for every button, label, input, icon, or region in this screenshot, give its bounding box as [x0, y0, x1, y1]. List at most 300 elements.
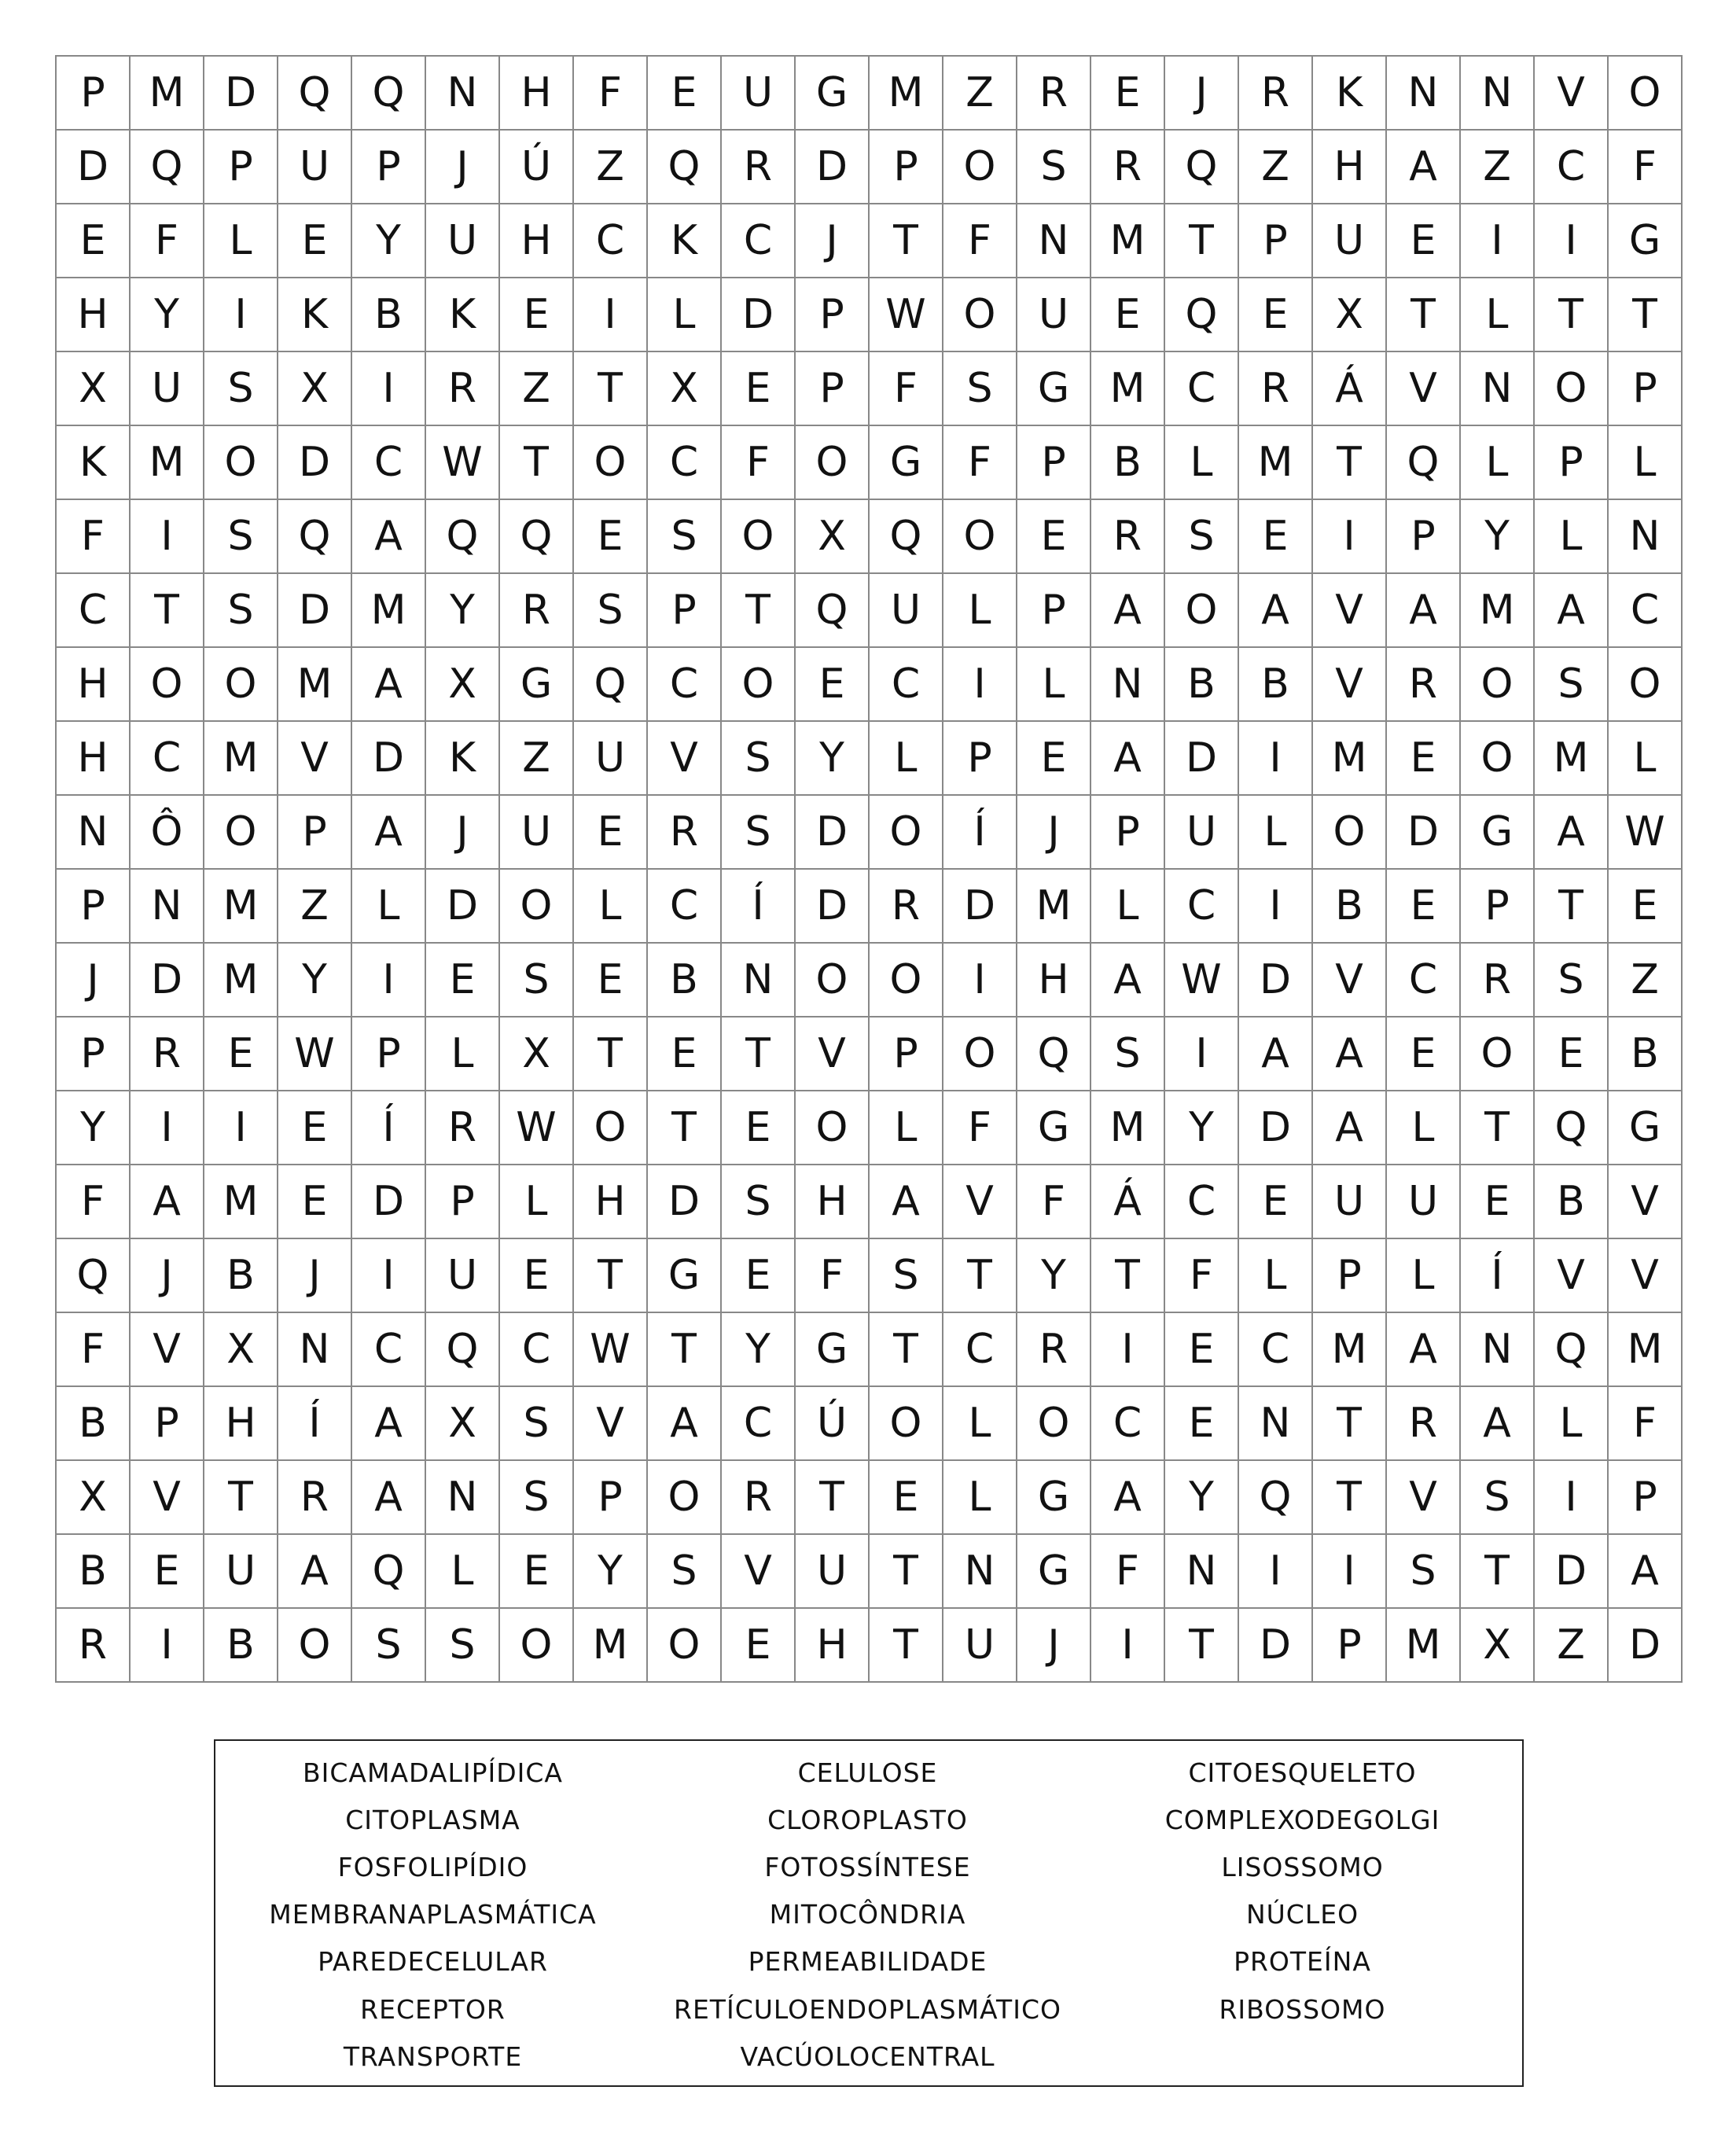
grid-cell[interactable]: C [1165, 870, 1239, 944]
grid-cell[interactable]: P [648, 574, 722, 648]
grid-cell[interactable]: R [57, 1609, 131, 1683]
grid-cell[interactable]: H [57, 648, 131, 722]
grid-cell[interactable]: B [57, 1387, 131, 1461]
grid-cell[interactable]: F [1165, 1239, 1239, 1313]
grid-cell[interactable]: W [574, 1313, 648, 1387]
grid-cell[interactable]: E [870, 1461, 943, 1535]
grid-cell[interactable]: L [574, 870, 648, 944]
grid-cell[interactable]: Q [1017, 1017, 1091, 1091]
grid-cell[interactable]: C [722, 1387, 796, 1461]
grid-cell[interactable]: A [352, 648, 426, 722]
grid-cell[interactable]: T [870, 204, 943, 278]
grid-cell[interactable]: L [426, 1535, 500, 1609]
grid-cell[interactable]: C [1387, 944, 1461, 1017]
grid-cell[interactable]: D [1239, 1091, 1313, 1165]
grid-cell[interactable]: B [648, 944, 722, 1017]
grid-cell[interactable]: I [1165, 1017, 1239, 1091]
grid-cell[interactable]: Q [648, 131, 722, 204]
grid-cell[interactable]: L [1239, 796, 1313, 870]
grid-cell[interactable]: S [204, 574, 278, 648]
grid-cell[interactable]: C [1535, 131, 1609, 204]
grid-cell[interactable]: D [131, 944, 204, 1017]
grid-cell[interactable]: I [1313, 500, 1387, 574]
grid-cell[interactable]: C [648, 870, 722, 944]
grid-cell[interactable]: E [574, 944, 648, 1017]
grid-cell[interactable]: R [722, 131, 796, 204]
grid-cell[interactable]: J [57, 944, 131, 1017]
grid-cell[interactable]: T [1609, 278, 1683, 352]
grid-cell[interactable]: R [278, 1461, 352, 1535]
grid-cell[interactable]: C [1091, 1387, 1165, 1461]
grid-cell[interactable]: D [1239, 944, 1313, 1017]
grid-cell[interactable]: P [1091, 796, 1165, 870]
grid-cell[interactable]: C [870, 648, 943, 722]
grid-cell[interactable]: A [1239, 1017, 1313, 1091]
grid-cell[interactable]: V [1387, 1461, 1461, 1535]
grid-cell[interactable]: T [1535, 278, 1609, 352]
grid-cell[interactable]: N [426, 1461, 500, 1535]
grid-cell[interactable]: H [1017, 944, 1091, 1017]
grid-cell[interactable]: I [1313, 1535, 1387, 1609]
grid-cell[interactable]: Y [278, 944, 352, 1017]
grid-cell[interactable]: Í [722, 870, 796, 944]
grid-cell[interactable]: Á [1091, 1165, 1165, 1239]
grid-cell[interactable]: Q [1535, 1313, 1609, 1387]
grid-cell[interactable]: T [1461, 1535, 1535, 1609]
grid-cell[interactable]: P [796, 352, 870, 426]
grid-cell[interactable]: M [131, 426, 204, 500]
grid-cell[interactable]: G [1461, 796, 1535, 870]
grid-cell[interactable]: N [1387, 57, 1461, 131]
grid-cell[interactable]: L [943, 574, 1017, 648]
grid-cell[interactable]: Y [352, 204, 426, 278]
grid-cell[interactable]: O [204, 796, 278, 870]
grid-cell[interactable]: N [1017, 204, 1091, 278]
grid-cell[interactable]: H [1313, 131, 1387, 204]
grid-cell[interactable]: Q [1165, 278, 1239, 352]
grid-cell[interactable]: S [1535, 648, 1609, 722]
grid-cell[interactable]: W [870, 278, 943, 352]
grid-cell[interactable]: P [574, 1461, 648, 1535]
grid-cell[interactable]: Q [1535, 1091, 1609, 1165]
grid-cell[interactable]: S [648, 500, 722, 574]
grid-cell[interactable]: L [204, 204, 278, 278]
grid-cell[interactable]: Q [574, 648, 648, 722]
grid-cell[interactable]: C [648, 648, 722, 722]
grid-cell[interactable]: E [1387, 722, 1461, 796]
grid-cell[interactable]: P [57, 870, 131, 944]
grid-cell[interactable]: O [1461, 1017, 1535, 1091]
grid-cell[interactable]: Í [352, 1091, 426, 1165]
grid-cell[interactable]: A [1387, 1313, 1461, 1387]
grid-cell[interactable]: P [131, 1387, 204, 1461]
grid-cell[interactable]: P [1313, 1239, 1387, 1313]
grid-cell[interactable]: O [1165, 574, 1239, 648]
grid-cell[interactable]: J [131, 1239, 204, 1313]
grid-cell[interactable]: I [1461, 204, 1535, 278]
grid-cell[interactable]: Í [943, 796, 1017, 870]
grid-cell[interactable]: V [796, 1017, 870, 1091]
grid-cell[interactable]: R [1017, 57, 1091, 131]
grid-cell[interactable]: D [352, 1165, 426, 1239]
grid-cell[interactable]: A [1091, 1461, 1165, 1535]
grid-cell[interactable]: F [131, 204, 204, 278]
grid-cell[interactable]: G [1017, 1091, 1091, 1165]
grid-cell[interactable]: I [204, 278, 278, 352]
grid-cell[interactable]: J [426, 131, 500, 204]
grid-cell[interactable]: Q [278, 500, 352, 574]
grid-cell[interactable]: J [1017, 1609, 1091, 1683]
grid-cell[interactable]: R [1239, 57, 1313, 131]
grid-cell[interactable]: N [131, 870, 204, 944]
grid-cell[interactable]: C [1165, 352, 1239, 426]
grid-cell[interactable]: O [1535, 352, 1609, 426]
grid-cell[interactable]: F [57, 1165, 131, 1239]
grid-cell[interactable]: I [1535, 204, 1609, 278]
grid-cell[interactable]: I [574, 278, 648, 352]
grid-cell[interactable]: C [943, 1313, 1017, 1387]
grid-cell[interactable]: Y [1017, 1239, 1091, 1313]
grid-cell[interactable]: G [500, 648, 574, 722]
grid-cell[interactable]: Q [57, 1239, 131, 1313]
grid-cell[interactable]: N [1239, 1387, 1313, 1461]
grid-cell[interactable]: Q [131, 131, 204, 204]
grid-cell[interactable]: R [426, 1091, 500, 1165]
grid-cell[interactable]: A [1461, 1387, 1535, 1461]
grid-cell[interactable]: F [870, 352, 943, 426]
grid-cell[interactable]: O [1017, 1387, 1091, 1461]
grid-cell[interactable]: O [870, 944, 943, 1017]
grid-cell[interactable]: I [204, 1091, 278, 1165]
grid-cell[interactable]: C [352, 1313, 426, 1387]
grid-cell[interactable]: E [648, 57, 722, 131]
grid-cell[interactable]: P [1387, 500, 1461, 574]
grid-cell[interactable]: T [870, 1609, 943, 1683]
grid-cell[interactable]: F [943, 426, 1017, 500]
grid-cell[interactable]: T [574, 352, 648, 426]
grid-cell[interactable]: I [1091, 1609, 1165, 1683]
grid-cell[interactable]: L [1609, 426, 1683, 500]
grid-cell[interactable]: E [722, 1091, 796, 1165]
grid-cell[interactable]: O [204, 426, 278, 500]
grid-cell[interactable]: D [1165, 722, 1239, 796]
grid-cell[interactable]: P [1017, 426, 1091, 500]
grid-cell[interactable]: N [722, 944, 796, 1017]
grid-cell[interactable]: C [648, 426, 722, 500]
grid-cell[interactable]: K [426, 278, 500, 352]
grid-cell[interactable]: U [500, 796, 574, 870]
grid-cell[interactable]: G [1017, 1535, 1091, 1609]
grid-cell[interactable]: A [1091, 574, 1165, 648]
grid-cell[interactable]: C [57, 574, 131, 648]
grid-cell[interactable]: U [1387, 1165, 1461, 1239]
grid-cell[interactable]: F [1609, 131, 1683, 204]
grid-cell[interactable]: P [796, 278, 870, 352]
grid-cell[interactable]: T [1165, 204, 1239, 278]
grid-cell[interactable]: I [1239, 722, 1313, 796]
grid-cell[interactable]: A [1535, 574, 1609, 648]
grid-cell[interactable]: F [796, 1239, 870, 1313]
grid-cell[interactable]: S [1387, 1535, 1461, 1609]
grid-cell[interactable]: E [1091, 278, 1165, 352]
grid-cell[interactable]: O [943, 500, 1017, 574]
grid-cell[interactable]: U [426, 204, 500, 278]
grid-cell[interactable]: T [648, 1091, 722, 1165]
grid-cell[interactable]: A [1387, 131, 1461, 204]
grid-cell[interactable]: U [943, 1609, 1017, 1683]
grid-cell[interactable]: M [574, 1609, 648, 1683]
grid-cell[interactable]: Y [574, 1535, 648, 1609]
grid-cell[interactable]: I [1239, 870, 1313, 944]
grid-cell[interactable]: O [574, 426, 648, 500]
grid-cell[interactable]: P [1017, 574, 1091, 648]
grid-cell[interactable]: U [796, 1535, 870, 1609]
grid-cell[interactable]: L [1535, 1387, 1609, 1461]
grid-cell[interactable]: L [870, 1091, 943, 1165]
grid-cell[interactable]: V [943, 1165, 1017, 1239]
grid-cell[interactable]: Z [1535, 1609, 1609, 1683]
grid-cell[interactable]: Q [500, 500, 574, 574]
grid-cell[interactable]: B [1609, 1017, 1683, 1091]
grid-cell[interactable]: O [796, 944, 870, 1017]
grid-cell[interactable]: E [1017, 722, 1091, 796]
grid-cell[interactable]: X [1313, 278, 1387, 352]
grid-cell[interactable]: K [1313, 57, 1387, 131]
grid-cell[interactable]: S [648, 1535, 722, 1609]
grid-cell[interactable]: J [278, 1239, 352, 1313]
grid-cell[interactable]: S [943, 352, 1017, 426]
grid-cell[interactable]: P [1461, 870, 1535, 944]
grid-cell[interactable]: X [426, 1387, 500, 1461]
grid-cell[interactable]: Y [57, 1091, 131, 1165]
grid-cell[interactable]: V [1609, 1239, 1683, 1313]
grid-cell[interactable]: Q [278, 57, 352, 131]
grid-cell[interactable]: X [57, 352, 131, 426]
grid-cell[interactable]: I [1091, 1313, 1165, 1387]
grid-cell[interactable]: N [57, 796, 131, 870]
grid-cell[interactable]: I [131, 1609, 204, 1683]
grid-cell[interactable]: P [57, 57, 131, 131]
grid-cell[interactable]: U [204, 1535, 278, 1609]
grid-cell[interactable]: U [1313, 1165, 1387, 1239]
grid-cell[interactable]: C [500, 1313, 574, 1387]
grid-cell[interactable]: D [426, 870, 500, 944]
grid-cell[interactable]: A [1313, 1017, 1387, 1091]
grid-cell[interactable]: J [1165, 57, 1239, 131]
grid-cell[interactable]: L [1387, 1239, 1461, 1313]
grid-cell[interactable]: R [1091, 500, 1165, 574]
grid-cell[interactable]: O [796, 1091, 870, 1165]
grid-cell[interactable]: H [204, 1387, 278, 1461]
grid-cell[interactable]: N [1091, 648, 1165, 722]
grid-cell[interactable]: Q [352, 57, 426, 131]
grid-cell[interactable]: X [500, 1017, 574, 1091]
grid-cell[interactable]: P [870, 131, 943, 204]
grid-cell[interactable]: X [204, 1313, 278, 1387]
grid-cell[interactable]: B [204, 1609, 278, 1683]
grid-cell[interactable]: T [204, 1461, 278, 1535]
grid-cell[interactable]: S [500, 1387, 574, 1461]
grid-cell[interactable]: B [1165, 648, 1239, 722]
grid-cell[interactable]: D [57, 131, 131, 204]
grid-cell[interactable]: T [648, 1313, 722, 1387]
grid-cell[interactable]: R [500, 574, 574, 648]
grid-cell[interactable]: F [722, 426, 796, 500]
grid-cell[interactable]: O [722, 648, 796, 722]
grid-cell[interactable]: O [796, 426, 870, 500]
grid-cell[interactable]: Ô [131, 796, 204, 870]
grid-cell[interactable]: R [1387, 1387, 1461, 1461]
grid-cell[interactable]: F [943, 1091, 1017, 1165]
grid-cell[interactable]: D [204, 57, 278, 131]
grid-cell[interactable]: L [1239, 1239, 1313, 1313]
grid-cell[interactable]: P [870, 1017, 943, 1091]
grid-cell[interactable]: F [574, 57, 648, 131]
grid-cell[interactable]: A [1535, 796, 1609, 870]
grid-cell[interactable]: E [204, 1017, 278, 1091]
grid-cell[interactable]: S [1017, 131, 1091, 204]
grid-cell[interactable]: A [131, 1165, 204, 1239]
grid-cell[interactable]: A [1239, 574, 1313, 648]
grid-cell[interactable]: B [1313, 870, 1387, 944]
grid-cell[interactable]: Q [1239, 1461, 1313, 1535]
grid-cell[interactable]: R [1461, 944, 1535, 1017]
grid-cell[interactable]: F [1091, 1535, 1165, 1609]
grid-cell[interactable]: Q [796, 574, 870, 648]
grid-cell[interactable]: U [1165, 796, 1239, 870]
grid-cell[interactable]: V [1313, 944, 1387, 1017]
grid-cell[interactable]: R [1017, 1313, 1091, 1387]
grid-cell[interactable]: B [1091, 426, 1165, 500]
grid-cell[interactable]: Q [870, 500, 943, 574]
grid-cell[interactable]: B [1535, 1165, 1609, 1239]
grid-cell[interactable]: M [204, 1165, 278, 1239]
grid-cell[interactable]: I [1239, 1535, 1313, 1609]
grid-cell[interactable]: Z [1609, 944, 1683, 1017]
grid-cell[interactable]: R [722, 1461, 796, 1535]
grid-cell[interactable]: D [722, 278, 796, 352]
grid-cell[interactable]: W [500, 1091, 574, 1165]
grid-cell[interactable]: O [1313, 796, 1387, 870]
grid-cell[interactable]: D [796, 131, 870, 204]
grid-cell[interactable]: D [648, 1165, 722, 1239]
grid-cell[interactable]: F [1017, 1165, 1091, 1239]
grid-cell[interactable]: E [1165, 1313, 1239, 1387]
grid-cell[interactable]: O [131, 648, 204, 722]
grid-cell[interactable]: M [1239, 426, 1313, 500]
grid-cell[interactable]: K [57, 426, 131, 500]
grid-cell[interactable]: T [1313, 1387, 1387, 1461]
grid-cell[interactable]: V [278, 722, 352, 796]
grid-cell[interactable]: G [1017, 1461, 1091, 1535]
grid-cell[interactable]: D [1535, 1535, 1609, 1609]
grid-cell[interactable]: M [1091, 204, 1165, 278]
grid-cell[interactable]: S [870, 1239, 943, 1313]
grid-cell[interactable]: X [796, 500, 870, 574]
grid-cell[interactable]: P [57, 1017, 131, 1091]
grid-cell[interactable]: J [1017, 796, 1091, 870]
grid-cell[interactable]: G [870, 426, 943, 500]
grid-cell[interactable]: I [943, 944, 1017, 1017]
grid-cell[interactable]: A [648, 1387, 722, 1461]
grid-cell[interactable]: F [1609, 1387, 1683, 1461]
grid-cell[interactable]: P [1239, 204, 1313, 278]
grid-cell[interactable]: H [57, 722, 131, 796]
grid-cell[interactable]: L [1461, 426, 1535, 500]
grid-cell[interactable]: Q [1387, 426, 1461, 500]
grid-cell[interactable]: I [352, 1239, 426, 1313]
grid-cell[interactable]: M [1091, 1091, 1165, 1165]
grid-cell[interactable]: Á [1313, 352, 1387, 426]
grid-cell[interactable]: T [1165, 1609, 1239, 1683]
grid-cell[interactable]: E [722, 1609, 796, 1683]
grid-cell[interactable]: R [648, 796, 722, 870]
grid-cell[interactable]: M [352, 574, 426, 648]
grid-cell[interactable]: Ú [796, 1387, 870, 1461]
grid-cell[interactable]: O [204, 648, 278, 722]
grid-cell[interactable]: E [722, 352, 796, 426]
grid-cell[interactable]: O [500, 870, 574, 944]
grid-cell[interactable]: A [1609, 1535, 1683, 1609]
grid-cell[interactable]: L [1017, 648, 1091, 722]
grid-cell[interactable]: T [1535, 870, 1609, 944]
grid-cell[interactable]: L [500, 1165, 574, 1239]
grid-cell[interactable]: O [943, 1017, 1017, 1091]
grid-cell[interactable]: C [1609, 574, 1683, 648]
grid-cell[interactable]: U [1017, 278, 1091, 352]
grid-cell[interactable]: W [1165, 944, 1239, 1017]
grid-cell[interactable]: O [1609, 648, 1683, 722]
grid-cell[interactable]: V [1387, 352, 1461, 426]
grid-cell[interactable]: L [1461, 278, 1535, 352]
grid-cell[interactable]: S [722, 722, 796, 796]
grid-cell[interactable]: I [352, 352, 426, 426]
grid-cell[interactable]: P [1609, 1461, 1683, 1535]
grid-cell[interactable]: N [1165, 1535, 1239, 1609]
grid-cell[interactable]: M [1091, 352, 1165, 426]
grid-cell[interactable]: O [500, 1609, 574, 1683]
grid-cell[interactable]: O [1461, 648, 1535, 722]
grid-cell[interactable]: O [943, 131, 1017, 204]
grid-cell[interactable]: S [426, 1609, 500, 1683]
grid-cell[interactable]: Y [426, 574, 500, 648]
grid-cell[interactable]: K [648, 204, 722, 278]
grid-cell[interactable]: E [500, 278, 574, 352]
grid-cell[interactable]: M [1609, 1313, 1683, 1387]
grid-cell[interactable]: Q [426, 1313, 500, 1387]
grid-cell[interactable]: D [1609, 1609, 1683, 1683]
grid-cell[interactable]: S [500, 1461, 574, 1535]
grid-cell[interactable]: E [426, 944, 500, 1017]
grid-cell[interactable]: Z [278, 870, 352, 944]
grid-cell[interactable]: P [352, 131, 426, 204]
grid-cell[interactable]: E [278, 204, 352, 278]
grid-cell[interactable]: E [1461, 1165, 1535, 1239]
grid-cell[interactable]: L [1387, 1091, 1461, 1165]
grid-cell[interactable]: O [943, 278, 1017, 352]
grid-cell[interactable]: E [1165, 1387, 1239, 1461]
grid-cell[interactable]: L [426, 1017, 500, 1091]
grid-cell[interactable]: T [574, 1239, 648, 1313]
grid-cell[interactable]: L [648, 278, 722, 352]
grid-cell[interactable]: K [426, 722, 500, 796]
grid-cell[interactable]: G [1609, 1091, 1683, 1165]
grid-cell[interactable]: L [1091, 870, 1165, 944]
grid-cell[interactable]: L [1535, 500, 1609, 574]
grid-cell[interactable]: E [278, 1165, 352, 1239]
grid-cell[interactable]: V [722, 1535, 796, 1609]
grid-cell[interactable]: Í [1461, 1239, 1535, 1313]
